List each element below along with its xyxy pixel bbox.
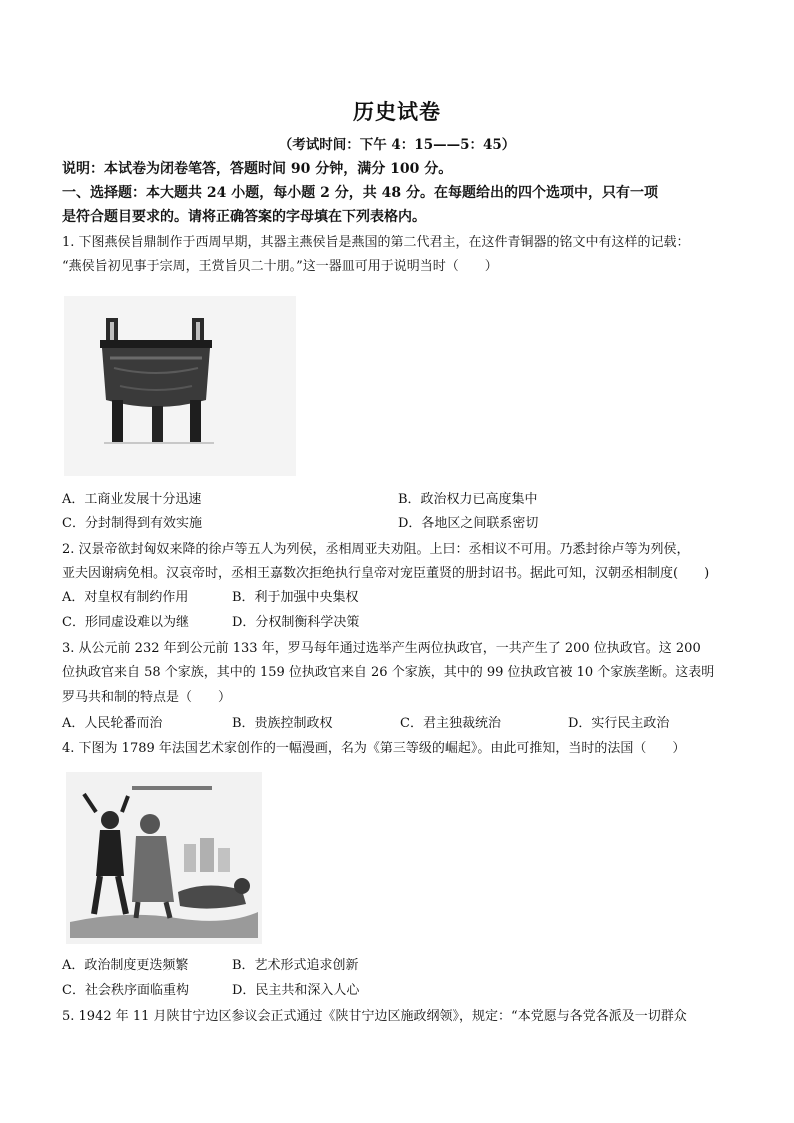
q4-stem-line1: 4. 下图为 1789 年法国艺术家创作的一幅漫画，名为《第三等级的崛起》。由此可推知，当时的法国（ ） <box>62 741 686 756</box>
q2-stem-line1: 2. 汉景帝欲封匈奴来降的徐卢等五人为列侯，丞相周亚夫劝阻。上曰：丞相议不可用。乃悉封徐卢等为列侯， <box>62 542 690 557</box>
q2-option-a: A．对皇权有制约作用 <box>62 590 189 605</box>
q3-stem-line2: 位执政官来自 58 个家族，其中的 159 位执政官来自 26 个家族，其中的 99 位执政官被 10 个家族垄断。这表明 <box>62 665 715 680</box>
q1-option-d: D．各地区之间联系密切 <box>398 516 539 531</box>
q4-option-a: A．政治制度更迭频繁 <box>62 958 189 973</box>
third-estate-cartoon-image <box>66 772 262 944</box>
q3-stem-line1: 3. 从公元前 232 年到公元前 133 年，罗马每年通过选举产生两位执政官，一共产生了 200 位执政官。这 200 <box>62 641 701 656</box>
q2-option-c: C．形同虚设难以为继 <box>62 615 189 630</box>
instructions-note: 说明：本试卷为闭卷笔答，答题时间 90 分钟，满分 100 分。 <box>62 161 453 177</box>
q5-stem-line1: 5. 1942 年 11 月陕甘宁边区参议会正式通过《陕甘宁边区施政纲领》，规定：“本党愿与各党各派及一切群众 <box>62 1009 687 1024</box>
q4-option-c: C．社会秩序面临重构 <box>62 983 189 998</box>
q3-option-b: B．贵族控制政权 <box>232 716 333 731</box>
ding-vessel-image <box>64 296 296 476</box>
q3-stem-line3: 罗马共和制的特点是（ ） <box>62 690 232 705</box>
q4-option-d: D．民主共和深入人心 <box>232 983 360 998</box>
q1-stem-line2: “燕侯旨初见事于宗周，王赏旨贝二十朋。”这一器皿可用于说明当时（ ） <box>62 259 498 274</box>
exam-time: （考试时间：下午 4：15——5：45） <box>278 137 516 153</box>
q1-option-b: B．政治权力已高度集中 <box>398 492 538 507</box>
section-heading-line1: 一、选择题：本大题共 24 小题，每小题 2 分，共 48 分。在每题给出的四个选项中，只有一项 <box>62 185 658 201</box>
q2-option-d: D．分权制衡科学决策 <box>232 615 360 630</box>
q3-option-d: D．实行民主政治 <box>568 716 670 731</box>
section-heading-line2: 是符合题目要求的。请将正确答案的字母填在下列表格内。 <box>62 209 426 225</box>
bronze-ding-icon <box>64 296 296 476</box>
q4-option-b: B．艺术形式追求创新 <box>232 958 359 973</box>
q2-option-b: B．利于加强中央集权 <box>232 590 359 605</box>
q3-option-a: A．人民轮番而治 <box>62 716 163 731</box>
q3-option-c: C．君主独裁统治 <box>400 716 501 731</box>
page-title: 历史试卷 <box>353 99 441 124</box>
cartoon-illustration-icon <box>66 772 262 944</box>
q1-option-a: A．工商业发展十分迅速 <box>62 492 202 507</box>
q1-stem-line1: 1. 下图燕侯旨鼎制作于西周早期，其器主燕侯旨是燕国的第二代君主，在这件青铜器的铭文中有这样的记载： <box>62 235 690 250</box>
q1-option-c: C．分封制得到有效实施 <box>62 516 202 531</box>
q2-stem-line2: 亚夫因谢病免相。汉哀帝时，丞相王嘉数次拒绝执行皇帝对宠臣董贤的册封诏书。据此可知，汉朝丞相制度( ) <box>62 566 710 581</box>
